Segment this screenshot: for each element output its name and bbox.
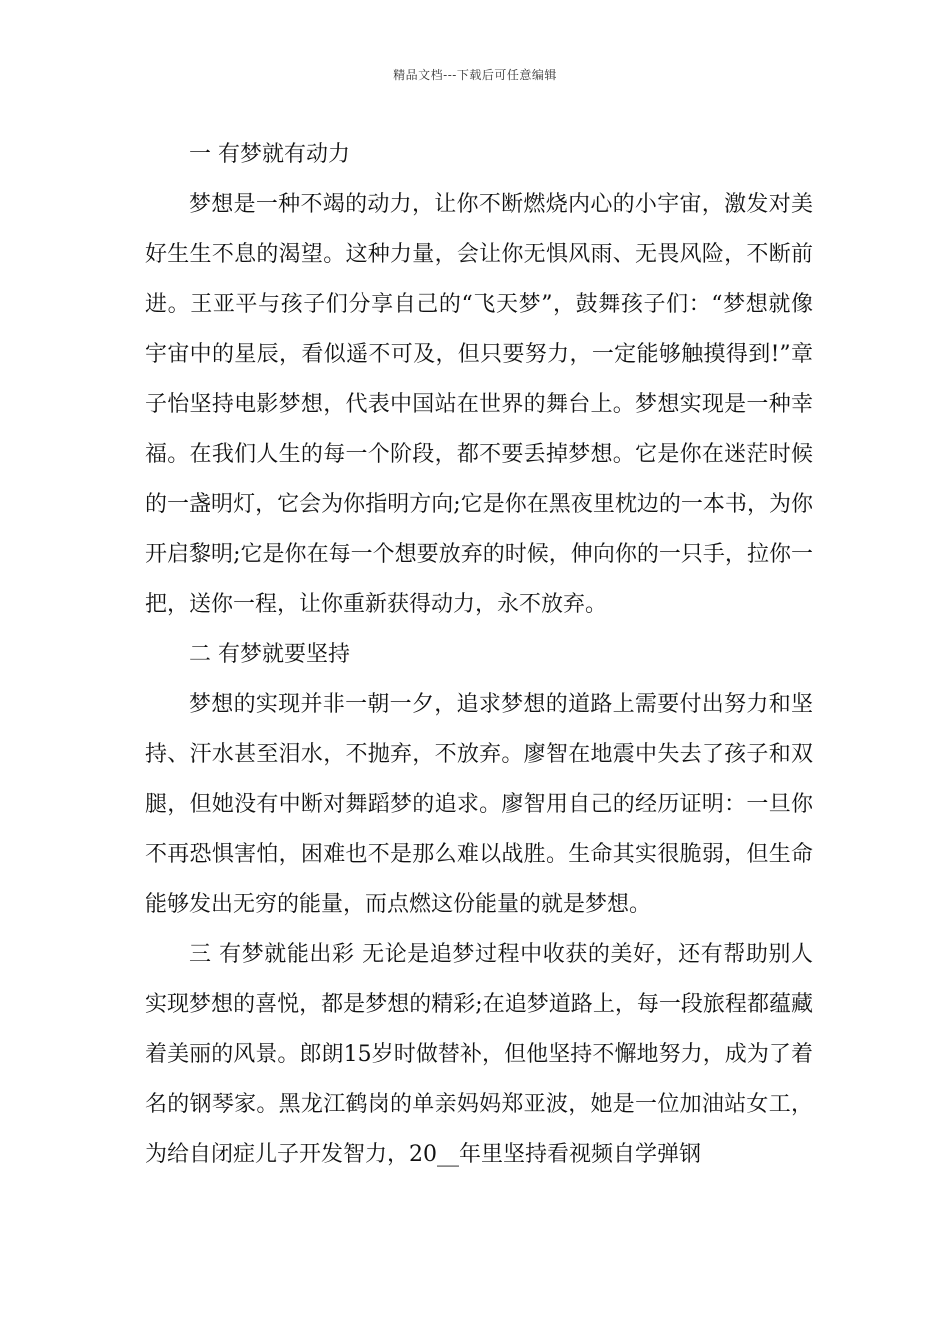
section-paragraph-1: 梦想是一种不竭的动力，让你不断燃烧内心的小宇宙，激发对美好生生不息的渴望。这种力量，会让你无惧风雨、无畏风险，不断前进。王亚平与孩子们分享自己的“飞天梦”，鼓舞孩子们：“梦想就像宇宙中的星辰，看似遥不可及，但只要努力，一定能够触摸得到!”章子怡坚持电影梦想，代表中国站在世界的舞台上。梦想实现是一种幸福。在我们人生的每一个阶段，都不要丢掉梦想。它是你在迷茫时候的一盏明灯，它会为你指明方向;它是你在黑夜里枕边的一本书，为你开启黎明;它是你在每一个想要放弃的时候，伸向你的一只手，拉你一把，送你一程，让你重新获得动力，永不放弃。 [145,192,813,617]
section-paragraph-3: 三 有梦就能出彩 无论是追梦过程中收获的美好，还有帮助别人实现梦想的喜悦，都是梦想的精彩;在追梦道路上，每一段旅程都蕴藏着美丽的风景。郎朗15岁时做替补，但他坚持不懈地努力，成为了着名的钢琴家。黑龙江鹤岗的单亲妈妈郑亚波，她是一位加油站女工，为给自闭症儿子开发智力，20__年里坚持看视频自学弹钢 [145,942,813,1167]
page-header: 精品文档---下载后可任意编辑 [393,68,557,82]
section-heading-1: 一 有梦就有动力 [189,142,350,167]
document-body [145,130,813,1180]
section-paragraph-2: 梦想的实现并非一朝一夕，追求梦想的道路上需要付出努力和坚持、汗水甚至泪水，不抛弃，不放弃。廖智在地震中失去了孩子和双腿，但她没有中断对舞蹈梦的追求。廖智用自己的经历证明：一旦你不再恐惧害怕，困难也不是那么难以战胜。生命其实很脆弱，但生命能够发出无穷的能量，而点燃这份能量的就是梦想。 [145,692,813,917]
section-heading-2: 二 有梦就要坚持 [189,642,350,667]
